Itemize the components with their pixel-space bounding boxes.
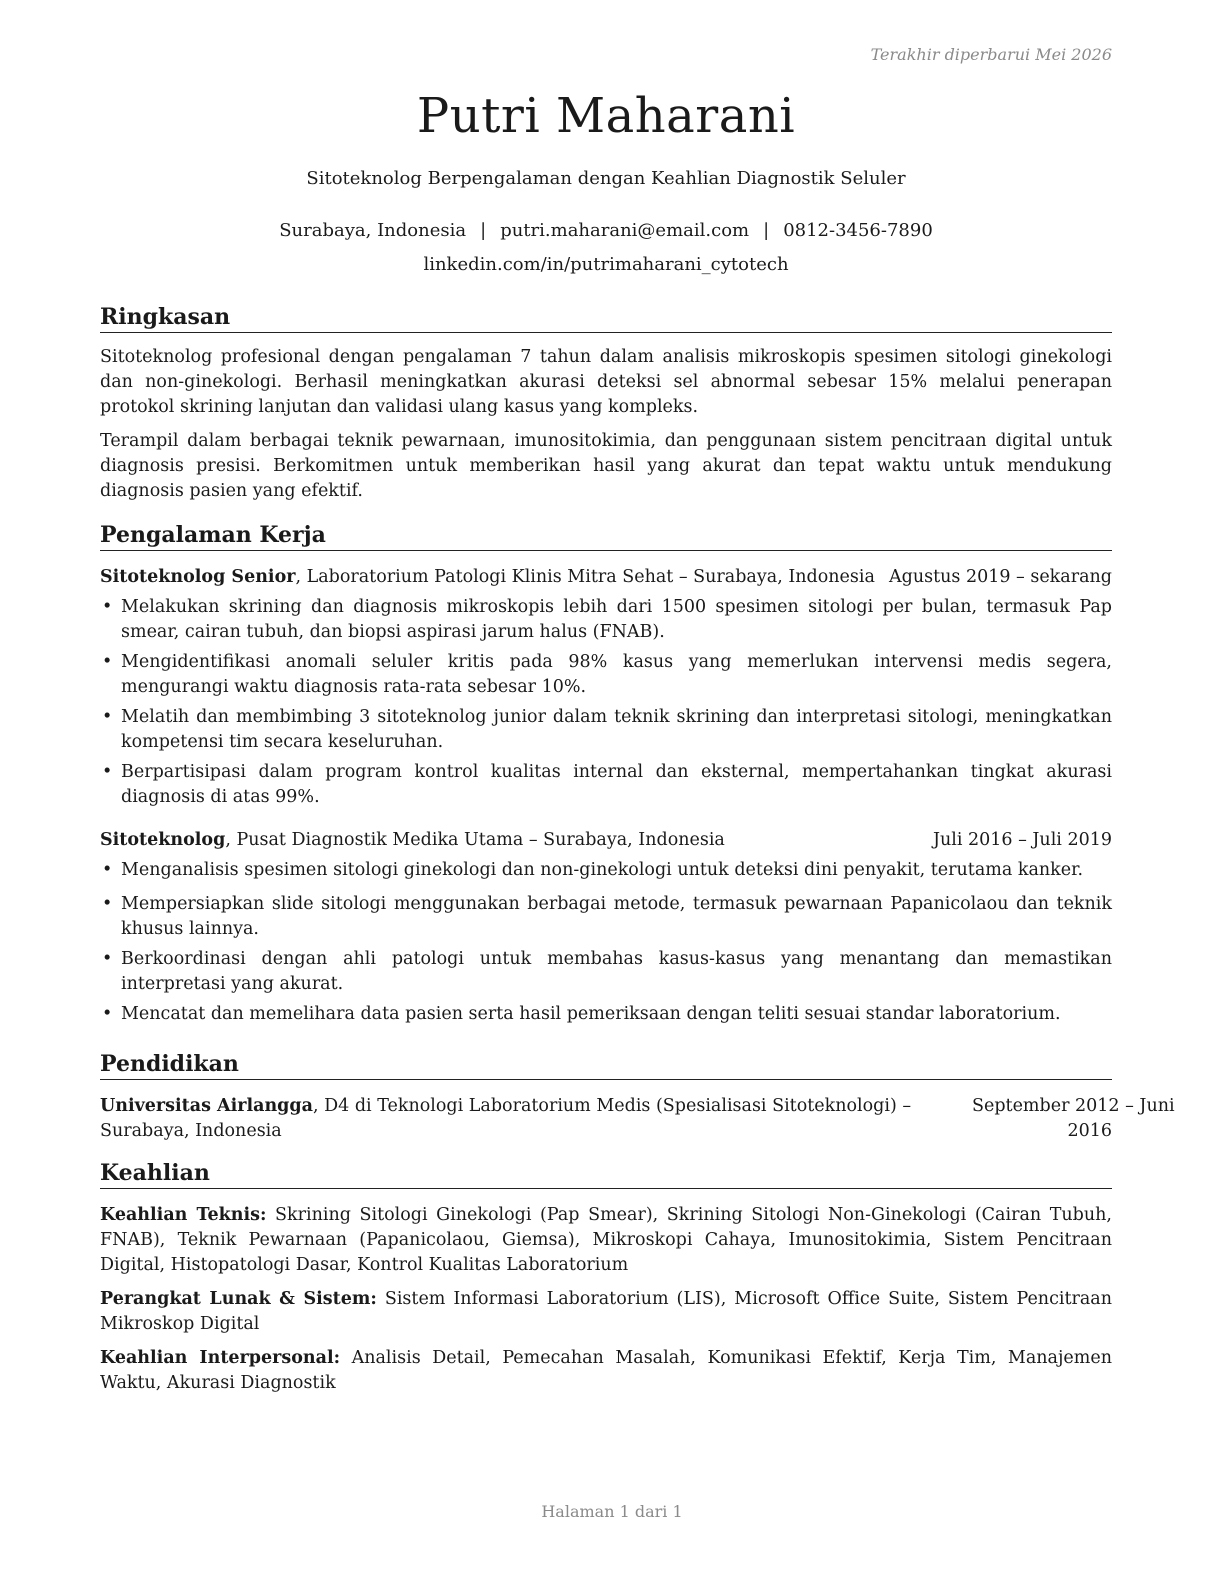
job-bullet: • Mempersiapkan slide sitologi menggunakan berbagai metode, termasuk pewarnaan Papanicolaou dan teknik khusus lainnya. bbox=[102, 894, 1112, 939]
bullet-icon: • bbox=[102, 860, 113, 880]
bullet-icon: • bbox=[102, 949, 113, 969]
contact-line bbox=[100, 220, 1112, 241]
candidate-name: Putri Maharani bbox=[416, 88, 796, 144]
bullet-icon: • bbox=[102, 762, 113, 782]
contact-separator: | bbox=[480, 220, 487, 241]
education-degree: , D4 di Teknologi Laboratorium Medis (Spesialisasi Sitoteknologi) – bbox=[313, 1096, 912, 1116]
education-section bbox=[100, 1051, 1175, 1144]
section-title-skills: Keahlian bbox=[100, 1160, 1112, 1189]
skill-group bbox=[100, 1346, 1112, 1396]
bullet-icon: • bbox=[102, 1004, 113, 1024]
skill-group-text: Sistem Informasi Laboratorium (LIS), Microsoft Office Suite, Sistem Pencitraan Mikroskop Digital bbox=[100, 1289, 1112, 1334]
last-updated-note: Terakhir diperbarui Mei 2026 bbox=[870, 45, 1112, 64]
job-bullets bbox=[100, 858, 1112, 1027]
bullet-icon: • bbox=[102, 597, 113, 617]
skill-group-text: Skrining Sitologi Ginekologi (Pap Smear), Skrining Sitologi Non-Ginekologi (Cairan Tubuh, FNAB), Teknik Pewarnaan (Papanicolaou, Giemsa), Mikroskopi Cahaya, Imunositokimia, Sistem Pencitraan Digital, Histopatologi Dasar, Kontrol Kualitas Laboratorium bbox=[100, 1205, 1112, 1275]
job-bullet: • Mencatat dan memelihara data pasien serta hasil pemeriksaan dengan teliti sesuai standar laboratorium. bbox=[100, 1002, 1112, 1027]
job-header bbox=[100, 565, 1112, 590]
education-dates: September 2012 – Juni 2016 bbox=[972, 1096, 1175, 1141]
job-bullet: • Mengidentifikasi anomali seluler kritis pada 98% kasus yang memerlukan intervensi medis segera, mengurangi waktu diagnosis rata-rata sebesar 10%. bbox=[102, 652, 1112, 697]
job-bullet: • Berpartisipasi dalam program kontrol kualitas internal dan eksternal, mempertahankan tingkat akurasi diagnosis di atas 99%. bbox=[102, 762, 1112, 807]
job-role: Sitoteknolog bbox=[100, 830, 226, 850]
skill-group-text: Analisis Detail, Pemecahan Masalah, Komunikasi Efektif, Kerja Tim, Manajemen Waktu, Akurasi Diagnostik bbox=[100, 1348, 1112, 1393]
summary-paragraph: Terampil dalam berbagai teknik pewarnaan, imunositokimia, dan penggunaan sistem pencitraan digital untuk diagnosis presisi. Berkomitmen untuk memberikan hasil yang akurat dan tepat waktu untuk mendukung diagnosis pasien yang efektif. bbox=[100, 431, 1112, 501]
bullet-icon: • bbox=[102, 894, 113, 914]
job-organization: , Laboratorium Patologi Klinis Mitra Sehat – Surabaya, Indonesia bbox=[295, 567, 875, 587]
skill-group bbox=[100, 1203, 1112, 1278]
job-entry bbox=[100, 565, 1112, 810]
experience-section bbox=[100, 522, 1112, 1027]
linkedin-link[interactable]: linkedin.com/in/putrimaharani_cytotech bbox=[423, 254, 789, 275]
summary-section bbox=[100, 304, 1112, 504]
education-location: Surabaya, Indonesia bbox=[100, 1121, 282, 1141]
job-bullet: • Menganalisis spesimen sitologi ginekologi dan non-ginekologi untuk deteksi dini penyakit, terutama kanker. bbox=[100, 858, 1112, 883]
page-number: Halaman 1 dari 1 bbox=[541, 1502, 683, 1521]
job-entry bbox=[100, 828, 1112, 1027]
job-bullet: • Melakukan skrining dan diagnosis mikroskopis lebih dari 1500 spesimen sitologi per bulan, termasuk Pap smear, cairan tubuh, dan biopsi aspirasi jarum halus (FNAB). bbox=[102, 597, 1112, 642]
education-details bbox=[100, 1094, 972, 1144]
skill-group-label: Keahlian Teknis: bbox=[100, 1205, 267, 1225]
job-bullets bbox=[100, 595, 1112, 810]
job-dates: Juli 2016 – Juli 2019 bbox=[932, 830, 1112, 850]
job-organization: , Pusat Diagnostik Medika Utama – Surabaya, Indonesia bbox=[225, 830, 725, 850]
contact-location: Surabaya, Indonesia bbox=[279, 220, 467, 241]
education-entry bbox=[100, 1094, 1175, 1144]
contact-phone: 0812-3456-7890 bbox=[783, 220, 933, 241]
skill-group-label: Perangkat Lunak & Sistem: bbox=[100, 1289, 377, 1309]
job-dates: Agustus 2019 – sekarang bbox=[889, 567, 1112, 587]
skill-group-label: Keahlian Interpersonal: bbox=[100, 1348, 341, 1368]
job-bullet: • Berkoordinasi dengan ahli patologi untuk membahas kasus-kasus yang menantang dan memastikan interpretasi yang akurat. bbox=[102, 949, 1112, 994]
skill-group bbox=[100, 1287, 1112, 1337]
skills-section bbox=[100, 1160, 1112, 1396]
contact-email[interactable]: putri.maharani@email.com bbox=[500, 220, 750, 241]
section-title-experience: Pengalaman Kerja bbox=[100, 522, 1112, 551]
bullet-icon: • bbox=[102, 652, 113, 672]
summary-paragraph: Sitoteknolog profesional dengan pengalaman 7 tahun dalam analisis mikroskopis spesimen sitologi ginekologi dan non-ginekologi. Berhasil meningkatkan akurasi deteksi sel abnormal sebesar 15% melalui penerapan protokol skrining lanjutan dan validasi ulang kasus yang kompleks. bbox=[100, 347, 1112, 417]
job-header bbox=[100, 828, 1112, 853]
candidate-headline: Sitoteknolog Berpengalaman dengan Keahlian Diagnostik Seluler bbox=[306, 168, 906, 189]
section-title-summary: Ringkasan bbox=[100, 304, 1112, 333]
education-school: Universitas Airlangga bbox=[100, 1096, 313, 1116]
job-bullet: • Melatih dan membimbing 3 sitoteknolog junior dalam teknik skrining dan interpretasi sitologi, meningkatkan kompetensi tim secara keseluruhan. bbox=[102, 707, 1112, 752]
job-role: Sitoteknolog Senior bbox=[100, 567, 296, 587]
section-title-education: Pendidikan bbox=[100, 1051, 1112, 1080]
contact-separator: | bbox=[763, 220, 770, 241]
bullet-icon: • bbox=[102, 707, 113, 727]
